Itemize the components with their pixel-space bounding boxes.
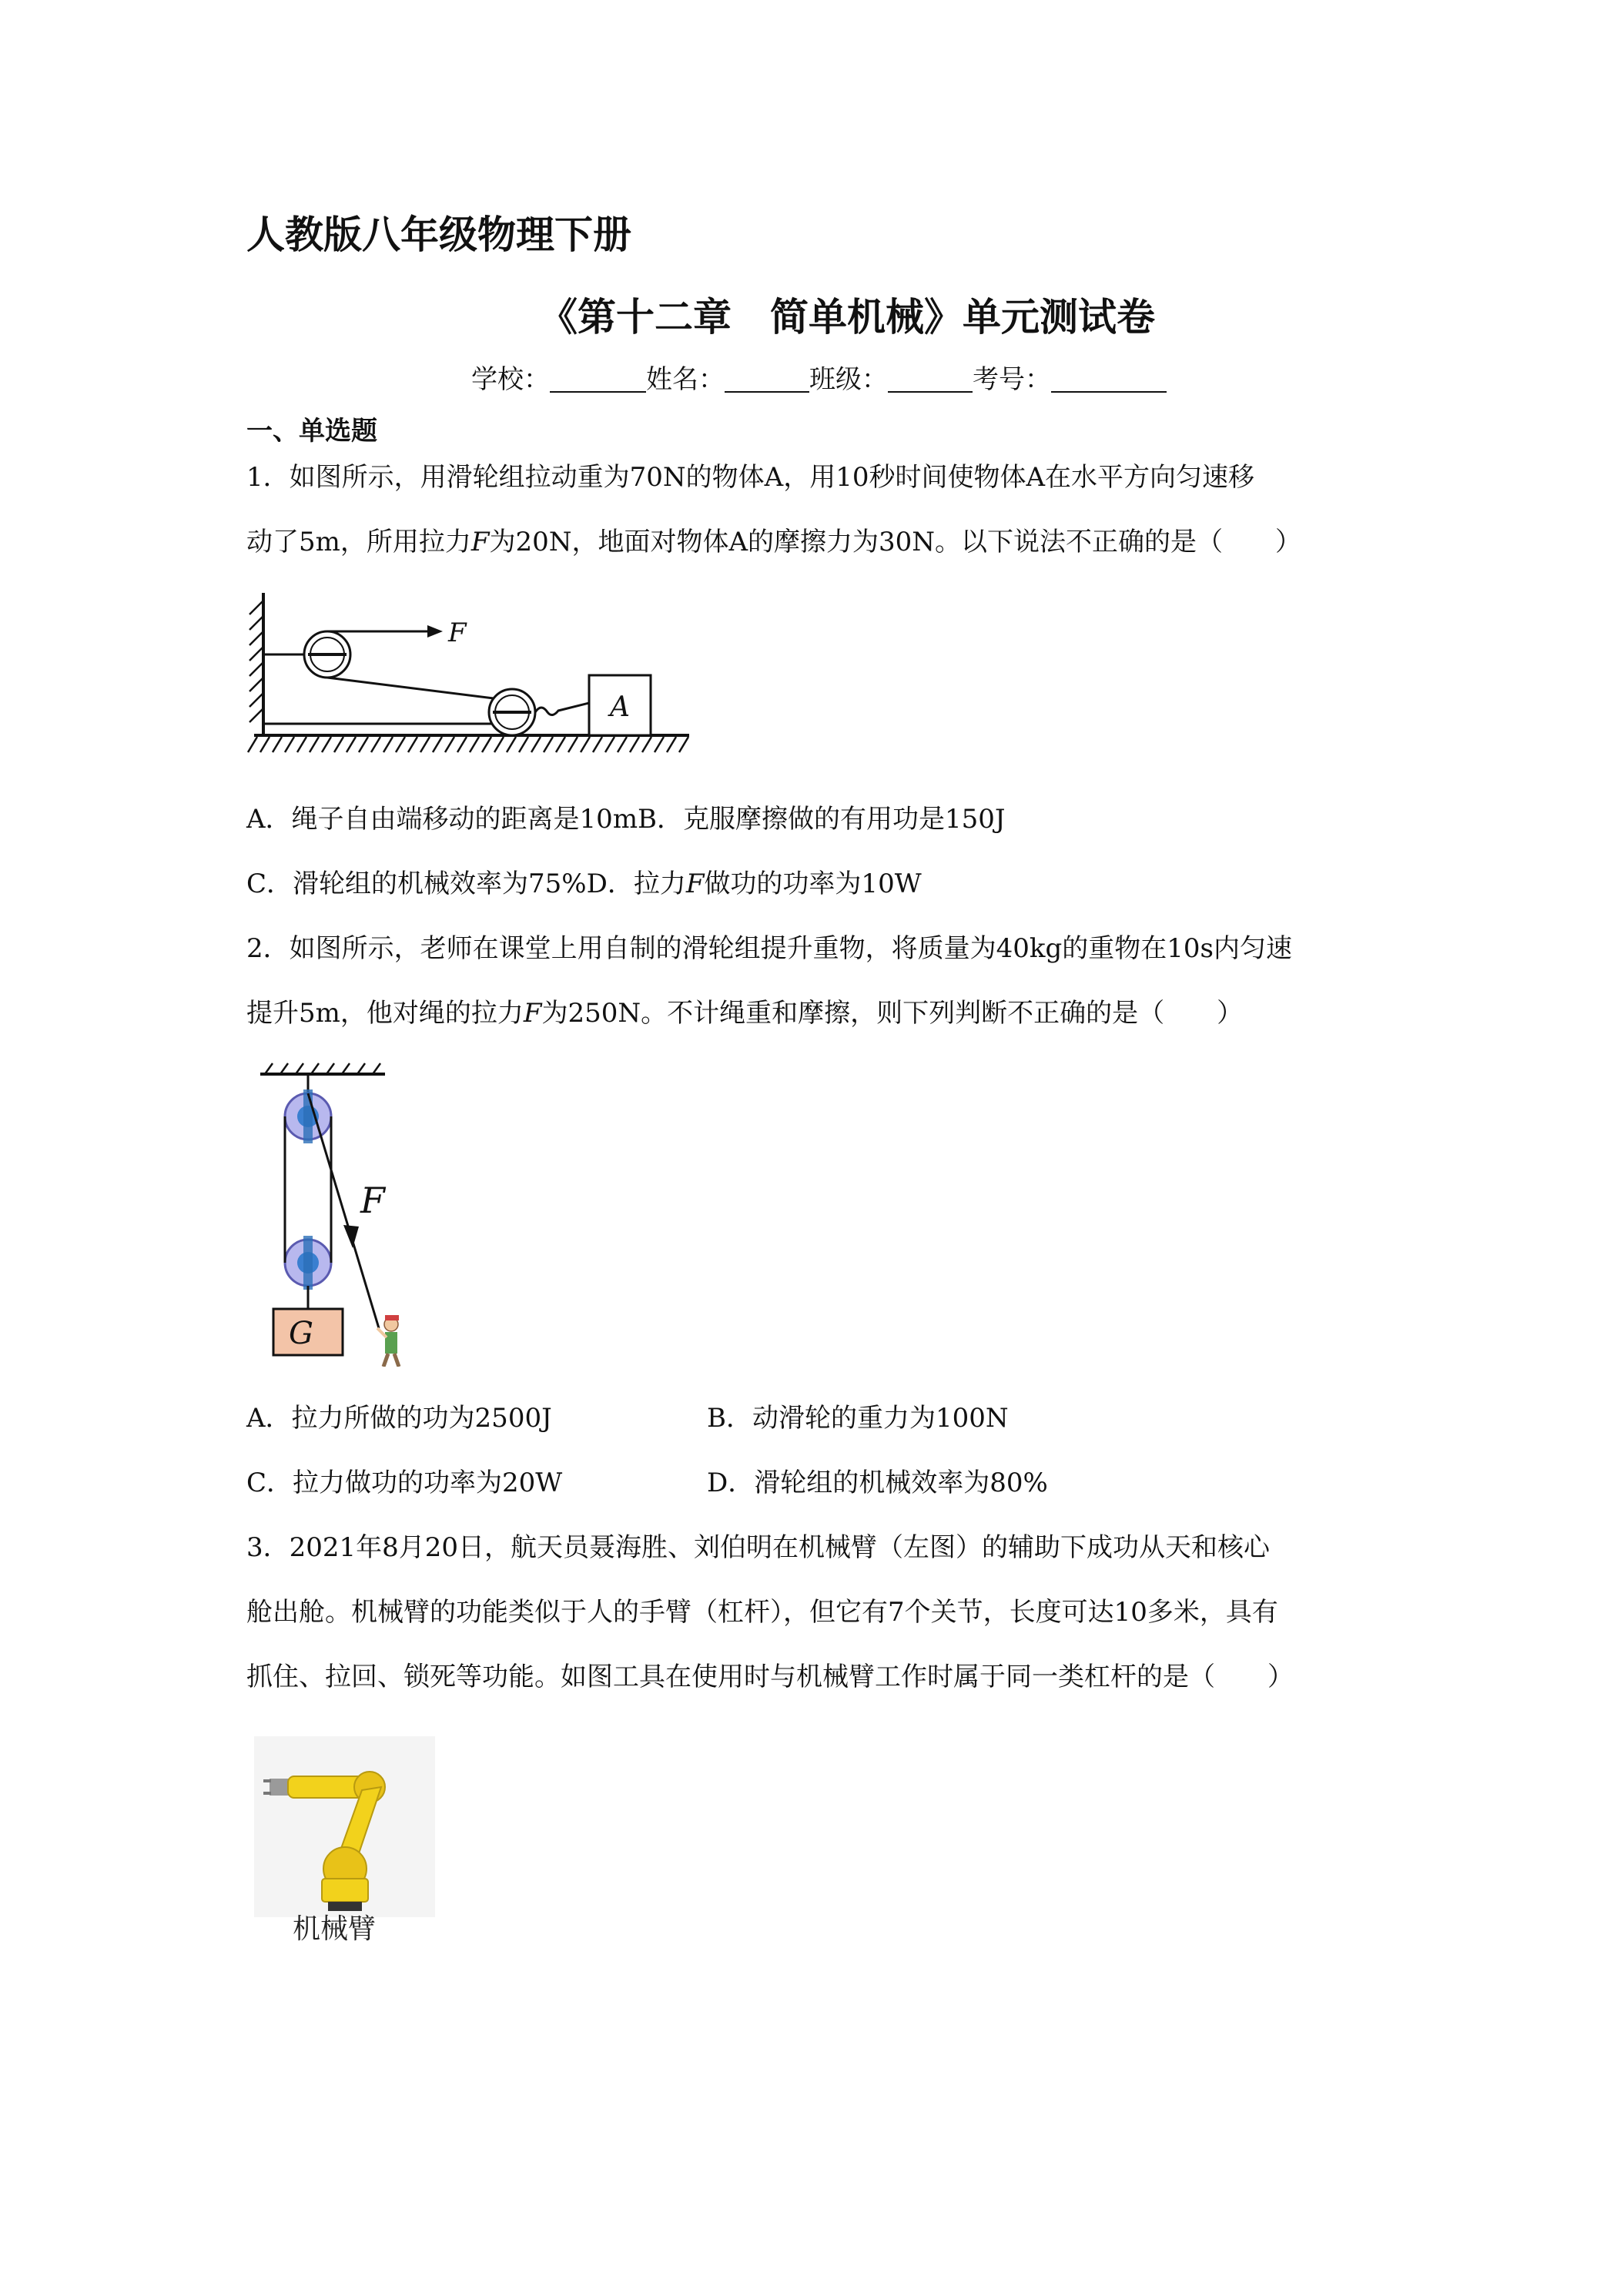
q1-option-cd[interactable]	[246, 871, 922, 897]
q1-option-ab[interactable]: A．绳子自由端移动的距离是10mB．克服摩擦做的有用功是150J	[246, 804, 1006, 835]
q1-pulley-figure	[246, 589, 693, 774]
q1-opt-force-symbol: F	[685, 869, 705, 899]
number-field[interactable]	[1051, 368, 1167, 393]
q3-fig-caption: 机械臂	[293, 1913, 377, 1944]
student-info-row	[471, 366, 1167, 393]
q1-line2	[246, 529, 1301, 555]
q1-fig-block-label: A	[610, 691, 630, 723]
class-label: 班级：	[809, 364, 888, 395]
q2-fig-weight-label: G	[289, 1316, 313, 1351]
q3-line1: 3．2021年8月20日，航天员聂海胜、刘伯明在机械臂（左图）的辅助下成功从天和核心	[246, 1532, 1271, 1563]
q1-opt-cd-b: 做功的功率为10W	[704, 869, 922, 899]
q2-line1: 2．如图所示，老师在课堂上用自制的滑轮组提升重物，将质量为40kg的重物在10s内匀速	[246, 933, 1292, 964]
q2-option-c[interactable]: C．拉力做功的功率为20W	[246, 1468, 563, 1498]
q1-force-symbol: F	[470, 527, 490, 557]
q2-option-b[interactable]: B．动滑轮的重力为100N	[707, 1403, 1009, 1434]
q2-option-a[interactable]: A．拉力所做的功为2500J	[246, 1403, 552, 1434]
q2-option-d[interactable]: D．滑轮组的机械效率为80%	[707, 1468, 1048, 1498]
q3-line2: 舱出舱。机械臂的功能类似于人的手臂（杠杆），但它有7个关节，长度可达10多米，具有	[246, 1597, 1278, 1628]
q2-line2	[246, 998, 1244, 1029]
page-title: 人教版八年级物理下册	[246, 212, 631, 257]
name-field[interactable]	[725, 368, 809, 393]
class-field[interactable]	[888, 368, 973, 393]
q3-robot-arm-figure	[254, 1736, 439, 1944]
q1-line2-a: 动了5m，所用拉力	[246, 527, 471, 557]
number-label: 考号：	[973, 364, 1051, 395]
q1-line2-b: 为20N，地面对物体A的摩擦力为30N。以下说法不正确的是（ ）	[489, 527, 1302, 557]
page-subtitle: 《第十二章 简单机械》单元测试卷	[539, 294, 1155, 340]
name-label: 姓名：	[646, 364, 725, 395]
q1-line1: 1．如图所示，用滑轮组拉动重为70N的物体A，用10秒时间使物体A在水平方向匀速移	[246, 462, 1255, 493]
q1-fig-force-label: F	[448, 618, 467, 648]
q2-pulley-figure	[254, 1059, 431, 1367]
q3-line3: 抓住、拉回、锁死等功能。如图工具在使用时与机械臂工作时属于同一类杠杆的是（ ）	[246, 1662, 1294, 1692]
q2-line2-a: 提升5m，他对绳的拉力	[246, 998, 524, 1029]
q1-opt-cd-a: C．滑轮组的机械效率为75%D．拉力	[246, 869, 686, 899]
q2-force-symbol: F	[523, 998, 542, 1029]
q2-line2-b: 为250N。不计绳重和摩擦，则下列判断不正确的是（ ）	[541, 998, 1244, 1029]
school-field[interactable]	[550, 368, 646, 393]
q2-fig-force-label: F	[360, 1180, 385, 1221]
school-label: 学校：	[471, 364, 550, 395]
section-heading: 一、单选题	[246, 416, 377, 447]
